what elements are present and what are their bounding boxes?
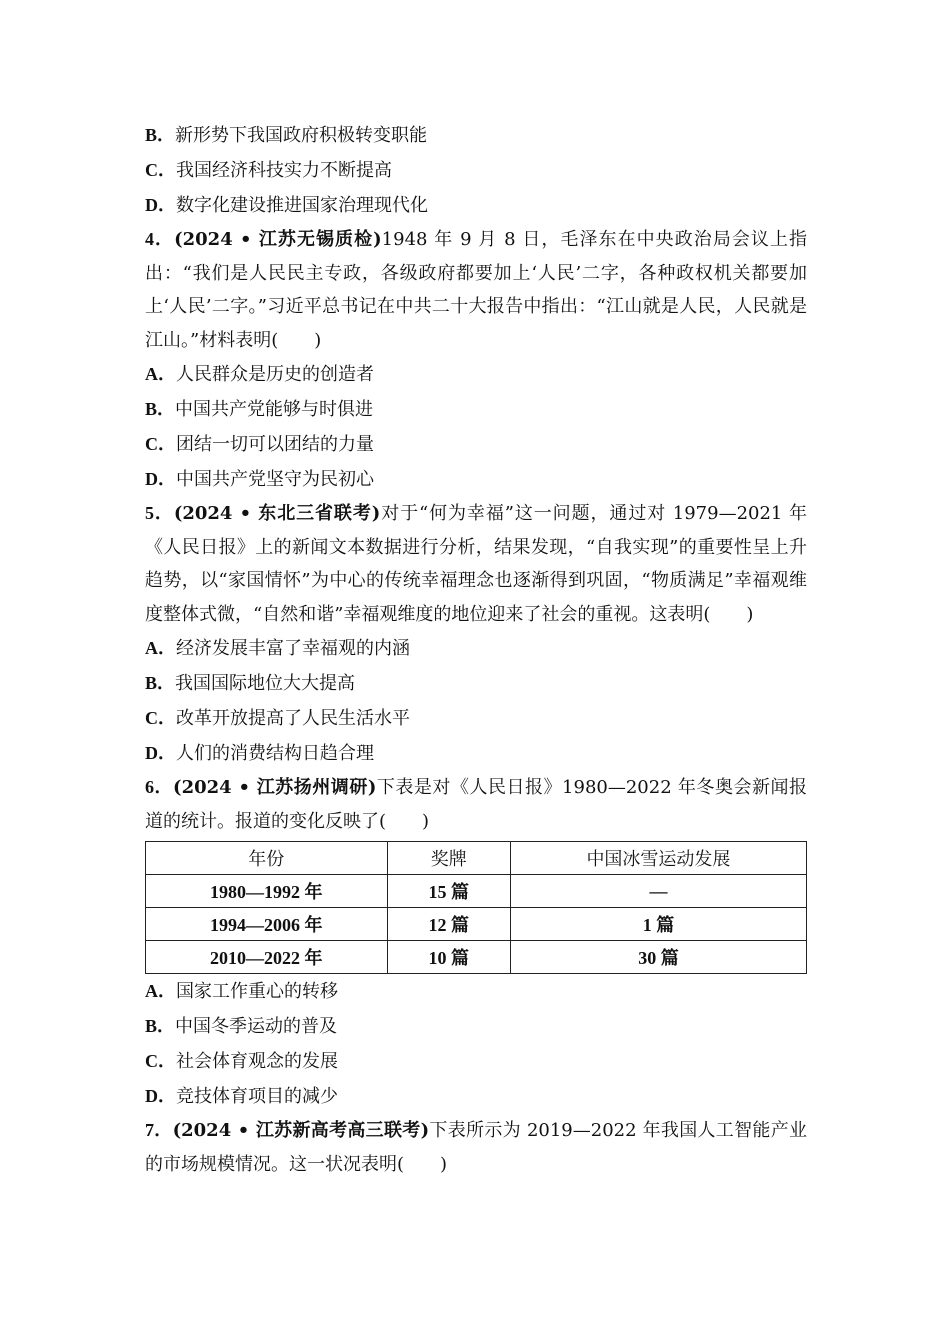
- table-cell: —: [510, 875, 806, 908]
- question-7: [145, 1114, 807, 1181]
- option-text: 中国冬季运动的普及: [175, 1016, 338, 1037]
- question-5: [145, 497, 807, 771]
- option-text: 社会体育观念的发展: [176, 1051, 338, 1072]
- table-cell: 12 篇: [387, 908, 510, 941]
- option-row: [145, 1009, 807, 1044]
- option-letter: B．: [145, 1016, 176, 1036]
- question-stem: [145, 223, 807, 357]
- table-header-cell: 年份: [146, 842, 388, 875]
- document-page: [145, 118, 807, 1181]
- option-text: 人们的消费结构日趋合理: [176, 743, 374, 764]
- option-row: [145, 1044, 807, 1079]
- option-text: 竞技体育项目的减少: [176, 1086, 338, 1107]
- table-row: [146, 875, 807, 908]
- question-source: (2024 • 江苏新高考高三联考): [172, 1120, 430, 1141]
- option-letter: C．: [145, 160, 176, 180]
- question-stem: [145, 1114, 807, 1181]
- option-letter: D．: [145, 1086, 176, 1106]
- question-source: (2024 • 东北三省联考): [173, 503, 381, 524]
- question-number: 5．: [145, 503, 174, 523]
- question-text: 对于“何为幸福”这一问题，通过对 1979—2021 年《人民日报》上的新闻文本数据进行分析，结果发现，“自我实现”的重要性呈上升趋势，以“家国情怀”为中心的传统幸福理念也逐渐得到巩固，“物质满足”幸福观维度整体式微，“自然和谐”幸福观维度的地位迎来了社会的重视。这表明( ): [145, 503, 808, 625]
- option-text: 新形势下我国政府积极转变职能: [175, 125, 428, 146]
- option-row: [145, 462, 807, 497]
- table-header-cell: 中国冰雪运动发展: [510, 842, 806, 875]
- table-cell: 1994—2006 年: [146, 908, 388, 941]
- table-row: [146, 908, 807, 941]
- option-text: 中国共产党能够与时俱进: [175, 399, 374, 420]
- option-row: [145, 701, 807, 736]
- table-cell: 2010—2022 年: [146, 941, 388, 974]
- question-source: (2024 • 江苏扬州调研): [173, 777, 377, 798]
- option-letter: A．: [145, 638, 176, 658]
- table-cell: 30 篇: [510, 941, 806, 974]
- q3-options: [145, 118, 807, 223]
- option-row: [145, 666, 807, 701]
- option-letter: C．: [145, 1051, 176, 1071]
- table-row: [146, 941, 807, 974]
- news-report-table: [145, 841, 807, 974]
- option-text: 国家工作重心的转移: [176, 981, 338, 1002]
- option-text: 团结一切可以团结的力量: [176, 434, 374, 455]
- question-4: [145, 223, 807, 497]
- option-text: 经济发展丰富了幸福观的内涵: [176, 638, 410, 659]
- question-stem: [145, 497, 807, 631]
- option-row: [145, 427, 807, 462]
- option-row: [145, 357, 807, 392]
- option-text: 改革开放提高了人民生活水平: [176, 708, 410, 729]
- option-letter: B．: [145, 673, 176, 693]
- table-cell: 15 篇: [387, 875, 510, 908]
- option-letter: B．: [145, 125, 176, 145]
- question-text: 下表是对《人民日报》1980—2022 年冬奥会新闻报道的统计。报道的变化反映了( ): [145, 777, 808, 832]
- option-row: [145, 974, 807, 1009]
- question-text: 下表所示为 2019—2022 年我国人工智能产业的市场规模情况。这一状况表明( ): [145, 1120, 808, 1175]
- option-letter: A．: [145, 364, 176, 384]
- table-cell: 10 篇: [387, 941, 510, 974]
- question-number: 4．: [145, 229, 175, 249]
- option-letter: D．: [145, 195, 176, 215]
- option-row: [145, 631, 807, 666]
- question-text: 1948 年 9 月 8 日，毛泽东在中央政治局会议上指出：“我们是人民民主专政，各级政府都要加上‘人民’二字，各种政权机关都要加上‘人民’二字。”习近平总书记在中共二十大报告中指出：“江山就是人民，人民就是江山。”材料表明( ): [145, 229, 808, 351]
- table-cell: 1980—1992 年: [146, 875, 388, 908]
- question-number: 6．: [145, 777, 174, 797]
- question-6: [145, 771, 807, 1114]
- option-text: 人民群众是历史的创造者: [176, 364, 374, 385]
- option-row: [145, 392, 807, 427]
- question-stem: [145, 771, 807, 838]
- option-row: [145, 1079, 807, 1114]
- question-source: (2024 • 江苏无锡质检): [174, 229, 382, 250]
- table-header-cell: 奖牌: [387, 842, 510, 875]
- option-text: 我国经济科技实力不断提高: [176, 160, 392, 181]
- option-letter: D．: [145, 469, 176, 489]
- option-letter: A．: [145, 981, 176, 1001]
- option-letter: D．: [145, 743, 176, 763]
- option-row: [145, 153, 807, 188]
- q6-options: [145, 974, 807, 1114]
- option-row: [145, 118, 807, 153]
- option-row: [145, 188, 807, 223]
- option-text: 我国国际地位大大提高: [175, 673, 356, 694]
- table-cell: 1 篇: [510, 908, 806, 941]
- table-header-row: [146, 842, 807, 875]
- option-letter: C．: [145, 708, 176, 728]
- option-row: [145, 736, 807, 771]
- option-text: 数字化建设推进国家治理现代化: [176, 195, 428, 216]
- option-letter: B．: [145, 399, 176, 419]
- option-letter: C．: [145, 434, 176, 454]
- option-text: 中国共产党坚守为民初心: [176, 469, 374, 490]
- question-number: 7．: [145, 1120, 173, 1140]
